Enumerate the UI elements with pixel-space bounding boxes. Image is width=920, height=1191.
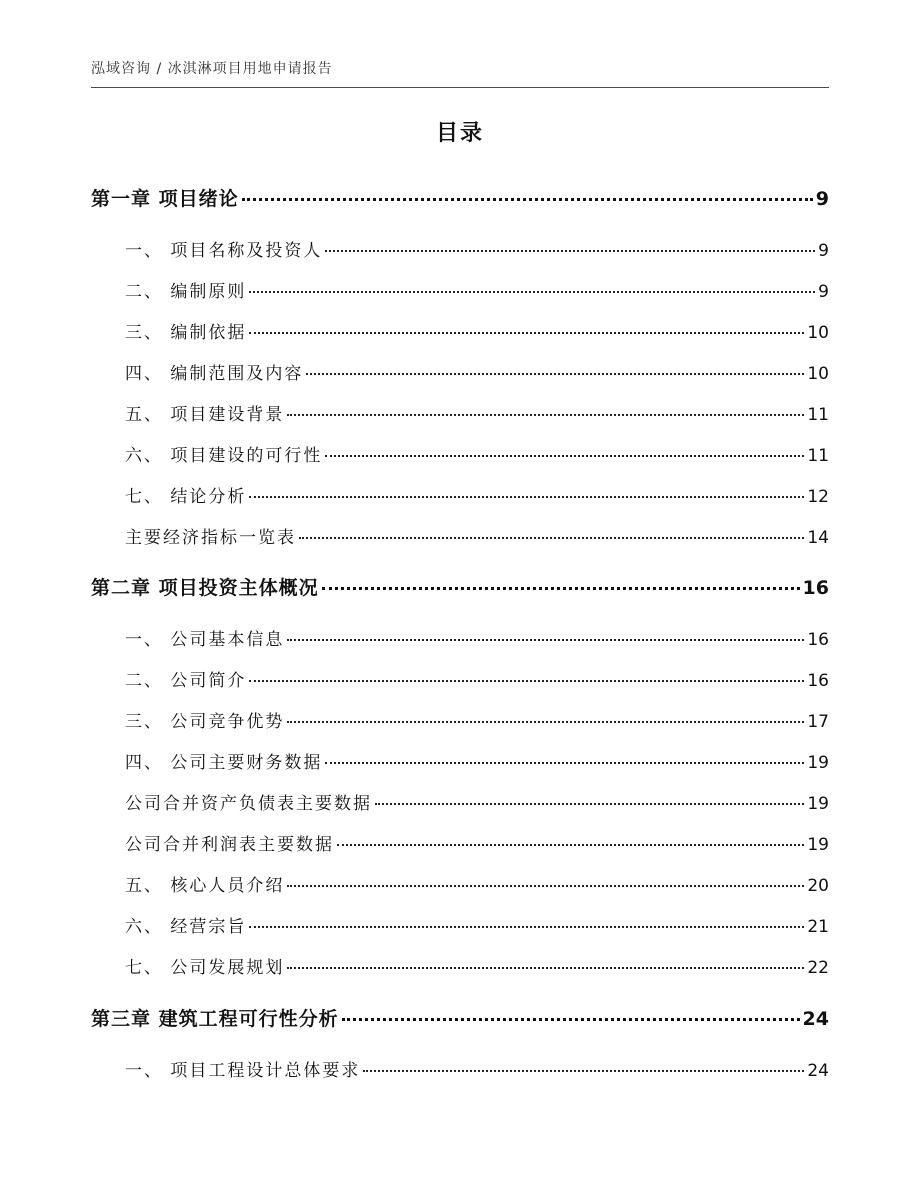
toc-chapter-entry[interactable]	[91, 1004, 829, 1031]
toc-section-entry[interactable]	[125, 236, 829, 261]
toc-entry-label: 主要经济指标一览表	[125, 528, 296, 548]
toc-section-entry[interactable]	[125, 625, 829, 650]
toc-page-number: 24	[807, 1061, 829, 1081]
toc-dot-leader	[363, 1070, 804, 1072]
toc-page-number: 9	[815, 188, 829, 210]
toc-section-entry[interactable]	[125, 277, 829, 302]
toc-dot-leader	[322, 587, 800, 590]
toc-entry-label: 第三章 建筑工程可行性分析	[91, 1008, 339, 1030]
toc-page-number: 16	[807, 671, 829, 691]
toc-section-entry[interactable]	[125, 441, 829, 466]
toc-entry-label: 一、 项目名称及投资人	[125, 241, 323, 261]
toc-page-number: 21	[807, 917, 829, 937]
toc-page-number: 17	[807, 712, 829, 732]
toc-entry-label: 一、 公司基本信息	[125, 630, 285, 650]
toc-entry-label: 二、 公司简介	[125, 671, 247, 691]
toc-dot-leader	[325, 762, 804, 764]
toc-page-number: 11	[807, 446, 829, 466]
toc-dot-leader	[287, 414, 804, 416]
toc-section-entry[interactable]	[125, 871, 829, 896]
toc-dot-leader	[299, 537, 804, 539]
toc-section-entry[interactable]	[125, 482, 829, 507]
toc-section-entry[interactable]	[125, 748, 829, 773]
toc-section-entry[interactable]	[125, 666, 829, 691]
toc-section-entry[interactable]	[125, 789, 829, 814]
toc-chapter-entry[interactable]	[91, 184, 829, 211]
toc-entry-label: 六、 项目建设的可行性	[125, 446, 323, 466]
toc-dot-leader	[249, 496, 804, 498]
toc-entry-label: 公司合并资产负债表主要数据	[125, 794, 372, 814]
toc-page-number: 24	[802, 1008, 829, 1030]
toc-section-entry[interactable]	[125, 707, 829, 732]
toc-dot-leader	[249, 680, 804, 682]
toc-page-number: 9	[818, 241, 829, 261]
toc-section-entry[interactable]	[125, 523, 829, 548]
toc-entry-label: 公司合并利润表主要数据	[125, 835, 334, 855]
toc-dot-leader	[287, 721, 804, 723]
toc-page-number: 10	[807, 364, 829, 384]
toc-entry-label: 七、 结论分析	[125, 487, 247, 507]
toc-page-number: 12	[807, 487, 829, 507]
toc-entry-label: 五、 核心人员介绍	[125, 876, 285, 896]
toc-dot-leader	[306, 373, 804, 375]
toc-entry-label: 四、 编制范围及内容	[125, 364, 304, 384]
toc-page-number: 9	[818, 282, 829, 302]
toc-entry-label: 一、 项目工程设计总体要求	[125, 1061, 361, 1081]
toc-chapter-entry[interactable]	[91, 573, 829, 600]
toc-dot-leader	[249, 291, 815, 293]
toc-entry-label: 第二章 项目投资主体概况	[91, 577, 319, 599]
toc-section-entry[interactable]	[125, 318, 829, 343]
toc-entry-label: 第一章 项目绪论	[91, 188, 239, 210]
toc-dot-leader	[287, 639, 804, 641]
toc-entry-label: 六、 经营宗旨	[125, 917, 247, 937]
toc-dot-leader	[287, 967, 804, 969]
toc-dot-leader	[375, 803, 804, 805]
toc-entry-label: 三、 编制依据	[125, 323, 247, 343]
toc-section-entry[interactable]	[125, 1056, 829, 1081]
toc-dot-leader	[325, 455, 804, 457]
header-divider	[91, 87, 829, 88]
toc-dot-leader	[249, 332, 804, 334]
toc-section-entry[interactable]	[125, 830, 829, 855]
toc-dot-leader	[325, 250, 815, 252]
toc-page-number: 19	[807, 753, 829, 773]
toc-entry-label: 三、 公司竞争优势	[125, 712, 285, 732]
toc-page-number: 10	[807, 323, 829, 343]
toc-section-entry[interactable]	[125, 912, 829, 937]
toc-page-number: 16	[802, 577, 829, 599]
toc-dot-leader	[287, 885, 804, 887]
toc-page-number: 16	[807, 630, 829, 650]
toc-dot-leader	[342, 1018, 800, 1021]
toc-page-number: 11	[807, 405, 829, 425]
toc-page-number: 14	[807, 528, 829, 548]
toc-section-entry[interactable]	[125, 953, 829, 978]
toc-section-entry[interactable]	[125, 359, 829, 384]
toc-page-number: 20	[807, 876, 829, 896]
toc-dot-leader	[249, 926, 804, 928]
toc-entry-label: 四、 公司主要财务数据	[125, 753, 323, 773]
toc-page-number: 19	[807, 794, 829, 814]
toc-page-number: 19	[807, 835, 829, 855]
toc-section-entry[interactable]	[125, 400, 829, 425]
running-header: 泓域咨询 / 冰淇淋项目用地申请报告	[91, 61, 333, 77]
toc-entry-label: 七、 公司发展规划	[125, 958, 285, 978]
toc-page-number: 22	[807, 958, 829, 978]
toc-entry-label: 二、 编制原则	[125, 282, 247, 302]
toc-entry-label: 五、 项目建设背景	[125, 405, 285, 425]
toc-dot-leader	[242, 198, 813, 201]
toc-title: 目录	[435, 121, 484, 146]
toc-dot-leader	[337, 844, 804, 846]
